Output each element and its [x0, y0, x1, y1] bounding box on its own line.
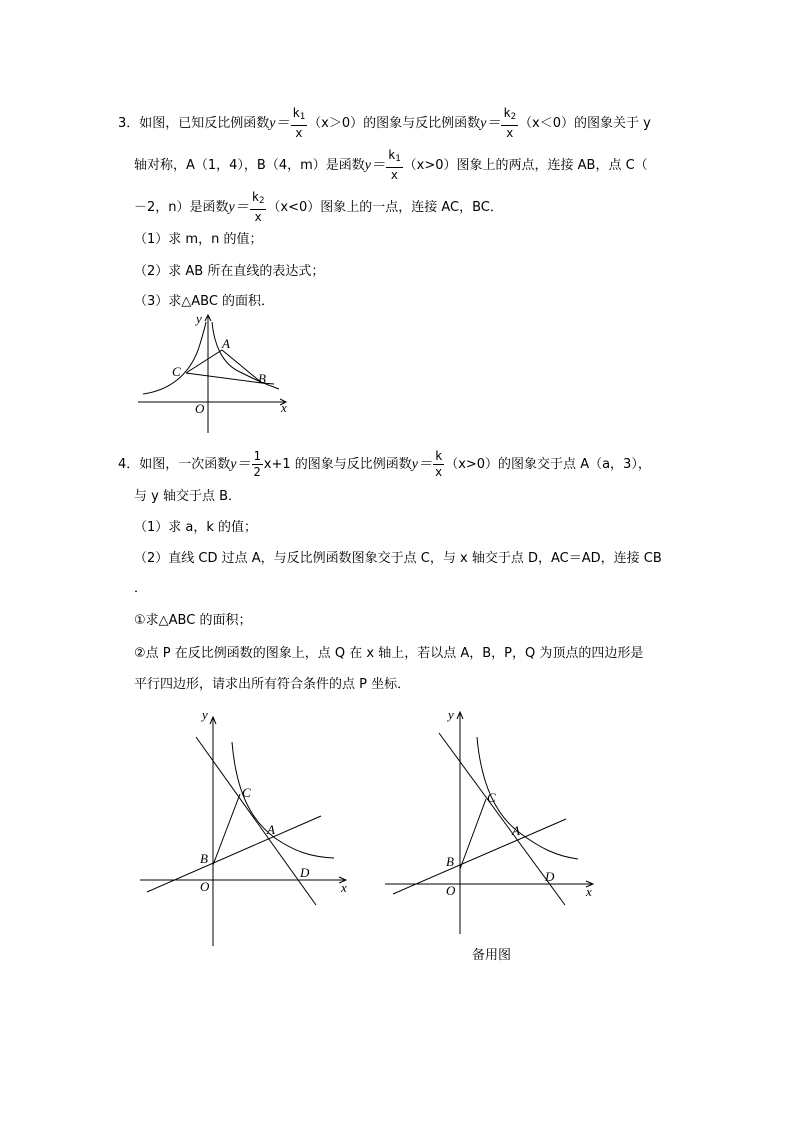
- p4b-label-A: A: [512, 823, 520, 838]
- p4-line-2: 与 y 轴交于点 B．: [134, 489, 242, 504]
- p4-label-A: A: [267, 822, 275, 837]
- p4b-label-D: D: [545, 869, 555, 884]
- p4b-label-O: O: [446, 883, 456, 898]
- p4-subquestion-1: ①求△ABC 的面积；: [134, 613, 252, 628]
- fraction-k-over-x: $\frac{k}{x}$: [434, 449, 443, 479]
- p4-label-O: O: [200, 879, 210, 894]
- p3-question-3: （3）求△ABC 的面积．: [134, 294, 275, 309]
- p4-question-2: （2）直线 CD 过点 A，与反比例函数图象交于点 C，与 x 轴交于点 D，AC＝AD，连接 CB: [134, 551, 662, 566]
- p3-line-2: 轴对称，A（1，4），B（4，m）是函数y＝ $\frac{k_1}{x}$ （x>0）图象上的两点，连接 AB，点 C（: [134, 148, 648, 182]
- p3-line-1: 3．如图，已知反比例函数y＝ $\frac{k_1}{x}$ （x＞0）的图象与反比例函数y＝ $\frac{k_2}{x}$ （x＜0）的图象关于 y: [118, 106, 651, 140]
- p4-label-C: C: [242, 785, 251, 800]
- fraction-k2-over-x: $\frac{k_2}{x}$: [251, 190, 265, 224]
- p3-label-A: A: [222, 336, 230, 351]
- fraction-k1-over-x: $\frac{k_1}{x}$: [292, 106, 306, 140]
- p4-subquestion-2-line-2: 平行四边形，请求出所有符合条件的点 P 坐标．: [134, 677, 411, 692]
- p3-label-O: O: [195, 401, 205, 416]
- p3-label-B: B: [258, 371, 266, 386]
- p4b-label-B: B: [446, 854, 454, 869]
- p3-question-1: （1）求 m，n 的值；: [134, 232, 263, 247]
- fraction-k2-over-x: $\frac{k_2}{x}$: [503, 106, 517, 140]
- backup-figure-caption: 备用图: [472, 948, 512, 963]
- fraction-k1-over-x: $\frac{k_1}{x}$: [388, 148, 401, 182]
- fraction-one-half: $\frac{1}{2}$: [253, 449, 261, 479]
- p4b-label-x: x: [586, 884, 592, 899]
- p4-label-x: x: [341, 880, 347, 895]
- p3-label-x: x: [281, 400, 287, 415]
- p4-label-D: D: [300, 865, 310, 880]
- p3-label-y: y: [196, 311, 202, 326]
- p4-line-1: 4．如图，一次函数y＝ $\frac{1}{2}$ x+1 的图象与反比例函数y＝ $\frac{k}{x}$ （x>0）的图象交于点 A（a，3），: [118, 449, 651, 479]
- p4-question-1: （1）求 a，k 的值；: [134, 520, 258, 535]
- p4-label-B: B: [200, 851, 208, 866]
- p4-subquestion-2-line-1: ②点 P 在反比例函数的图象上，点 Q 在 x 轴上，若以点 A，B，P，Q 为顶点的四边形是: [134, 646, 644, 661]
- p4-question-2-end: ．: [134, 581, 148, 596]
- p4-label-y: y: [202, 707, 208, 722]
- p3-question-2: （2）求 AB 所在直线的表达式；: [134, 264, 325, 279]
- p4b-label-y: y: [448, 707, 454, 722]
- p3-line-3: －2，n）是函数y＝ $\frac{k_2}{x}$ （x<0）图象上的一点，连接 AC，BC．: [134, 190, 503, 224]
- p3-label-C: C: [172, 364, 181, 379]
- p4b-label-C: C: [487, 790, 496, 805]
